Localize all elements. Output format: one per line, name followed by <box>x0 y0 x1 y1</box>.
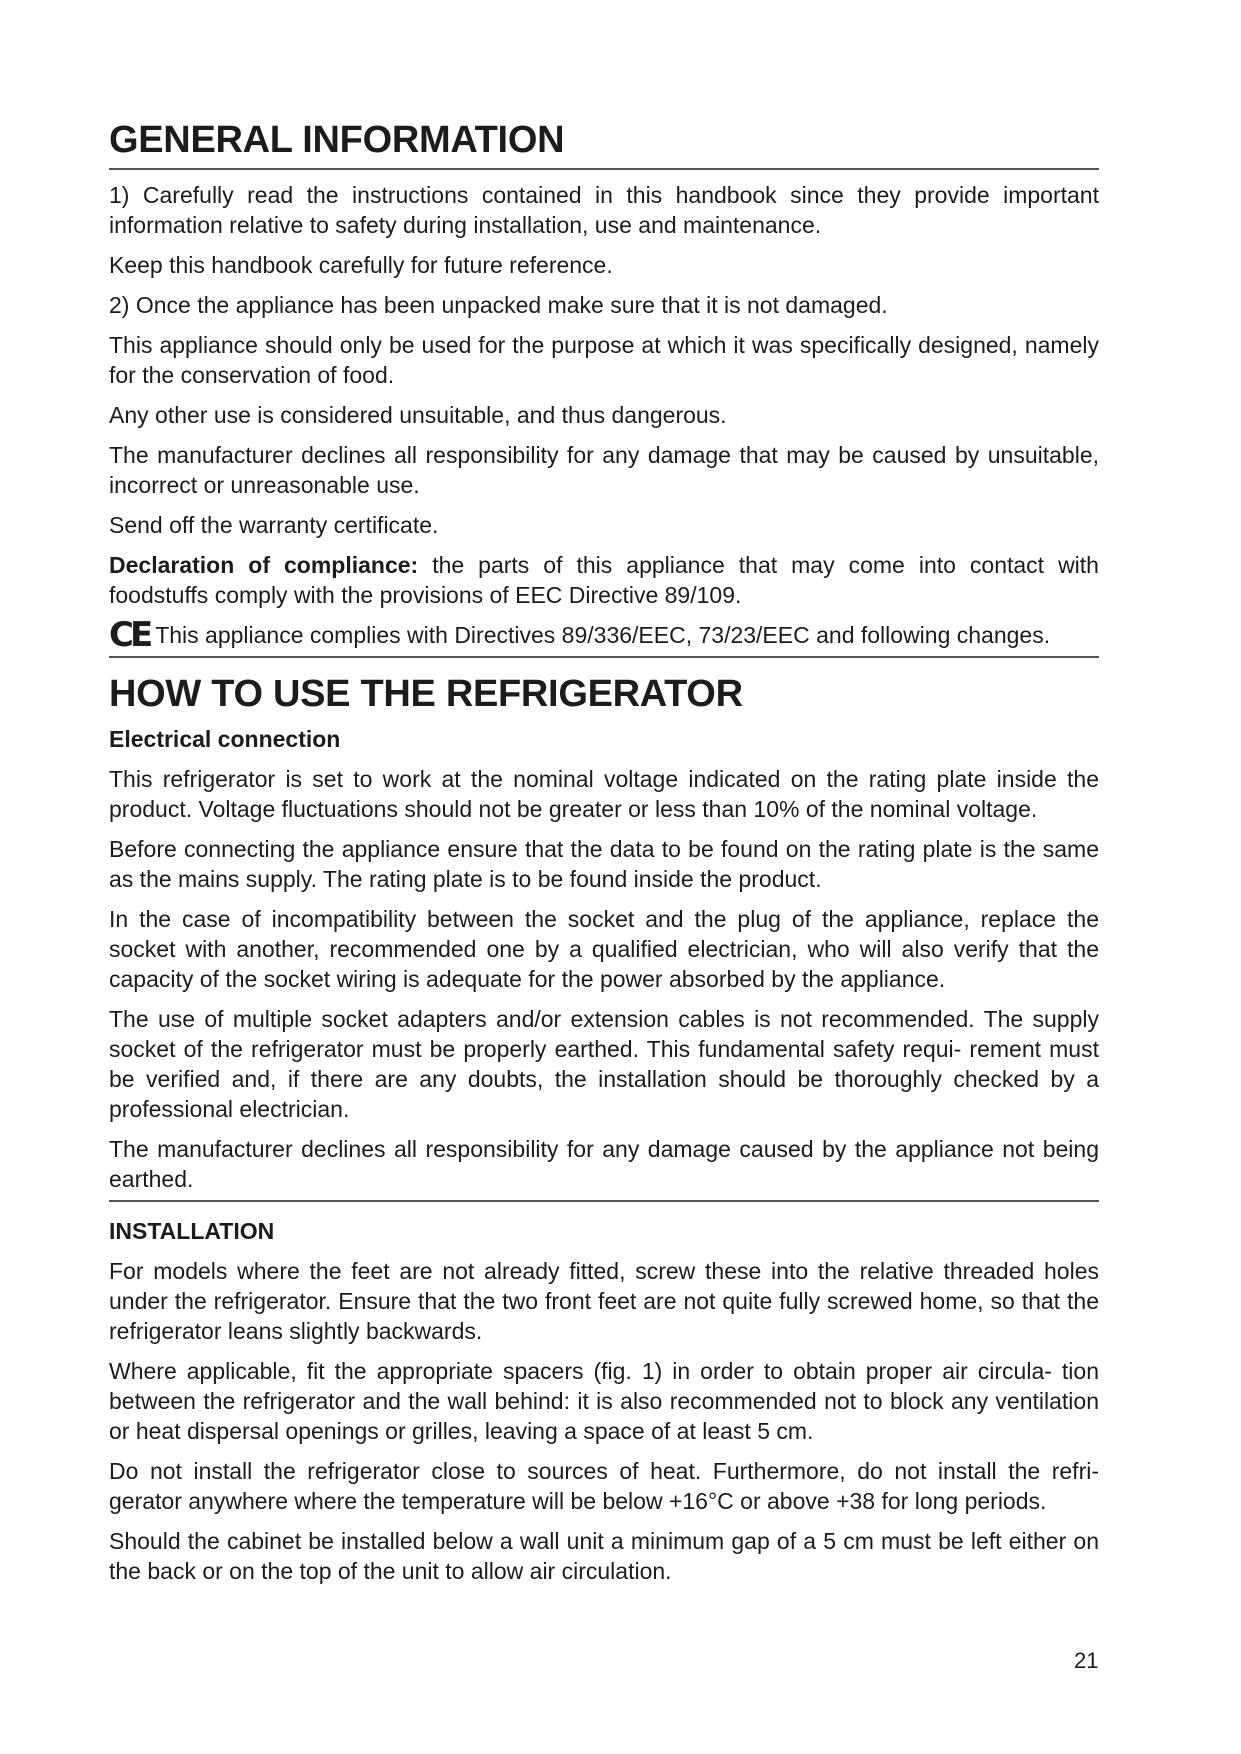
section-title-how-to-use: HOW TO USE THE REFRIGERATOR <box>109 672 743 715</box>
declaration-label: Declaration of compliance: <box>109 551 419 578</box>
ce-mark-icon: CE <box>109 614 150 655</box>
paragraph: This refrigerator is set to work at the nominal voltage indicated on the rating plate inside the product. Voltage fluctuations should not be greater or less than 10% of the nominal voltage. <box>109 765 1099 822</box>
paragraph: The manufacturer declines all responsibility for any damage caused by the appliance not being earthed. <box>109 1135 1099 1192</box>
paragraph: In the case of incompatibility between the socket and the plug of the appliance, replace the socket with another, recommended one by a qualified electrician, who will also verify that the capacity of the socket wiring is adequate for the power absorbed by the appliance. <box>109 905 1099 992</box>
section-title-installation: INSTALLATION <box>109 1217 275 1244</box>
paragraph: Do not install the refrigerator close to sources of heat. Furthermore, do not install the refri- gerator anywhere where the temperature will be below +16°C or above +38 for long periods. <box>109 1457 1099 1514</box>
declaration-paragraph <box>109 550 1099 610</box>
paragraph: The use of multiple socket adapters and/or extension cables is not recommended. The supply socket of the refrigerator must be properly earthed. This fundamental safety requi- rement must be verified and, if there are any doubts, the installation should be thoroughly checked by a professional electrician. <box>109 1005 1099 1122</box>
section-title-general-information: GENERAL INFORMATION <box>109 120 1099 170</box>
paragraph: Send off the warranty certificate. <box>109 511 439 538</box>
paragraph: 1) Carefully read the instructions contained in this handbook since they provide important information relative to safety during installation, use and maintenance. <box>109 181 1099 238</box>
divider <box>109 656 1099 658</box>
paragraph: 2) Once the appliance has been unpacked make sure that it is not damaged. <box>109 291 888 318</box>
ce-text: This appliance complies with Directives 89/336/EEC, 73/23/EEC and following changes. <box>155 621 1051 648</box>
paragraph: Should the cabinet be installed below a wall unit a minimum gap of a 5 cm must be left either on the back or on the top of the unit to allow air circulation. <box>109 1527 1099 1584</box>
subheading-electrical-connection: Electrical connection <box>109 725 341 752</box>
paragraph: Before connecting the appliance ensure that the data to be found on the rating plate is the same as the mains supply. The rating plate is to be found inside the product. <box>109 835 1099 892</box>
document-page <box>109 120 1099 1596</box>
paragraph: Keep this handbook carefully for future reference. <box>109 251 613 278</box>
paragraph: The manufacturer declines all responsibility for any damage that may be caused by unsuitable, incorrect or unreasonable use. <box>109 441 1099 498</box>
paragraph: For models where the feet are not already fitted, screw these into the relative threaded holes under the refrigerator. Ensure that the two front feet are not quite fully screwed home, so that the refrigerator leans slightly backwards. <box>109 1257 1099 1344</box>
paragraph: Any other use is considered unsuitable, and thus dangerous. <box>109 401 727 428</box>
divider <box>109 1200 1099 1202</box>
declaration-text: the parts of this appliance that may come into contact with foodstuffs comply with the provisions of EEC Directive 89/109. <box>109 551 1099 608</box>
page-number: 21 <box>1074 1648 1099 1673</box>
ce-compliance-line <box>109 614 1099 656</box>
paragraph: This appliance should only be used for the purpose at which it was specifically designed, namely for the conservation of food. <box>109 331 1099 388</box>
paragraph: Where applicable, fit the appropriate spacers (fig. 1) in order to obtain proper air circula- tion between the refrigerator and the wall behind: it is also recommended not to block any ventilation or heat dispersal openings or grilles, leaving a space of at least 5 cm. <box>109 1357 1099 1444</box>
